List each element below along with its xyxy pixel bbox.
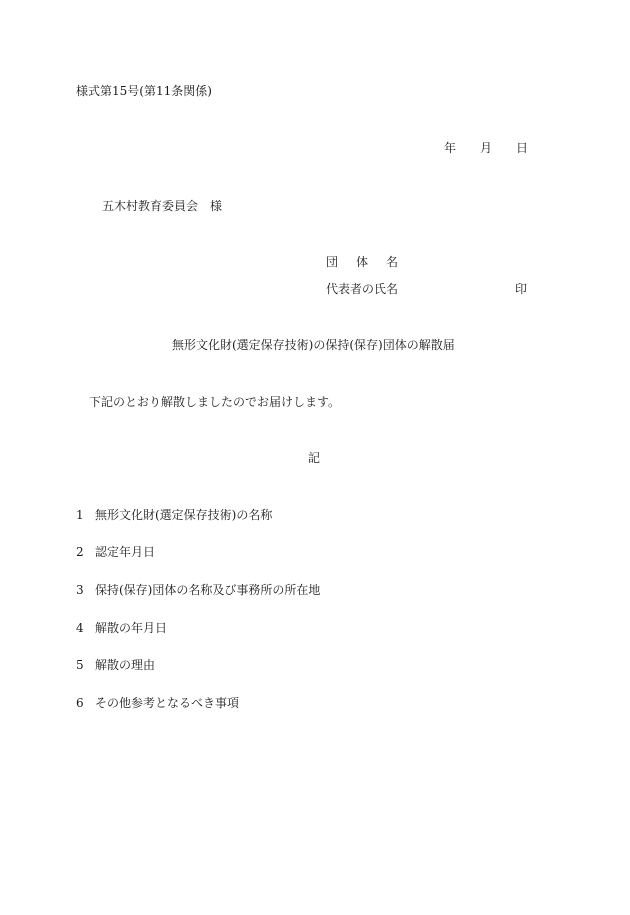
date-day-label: 日 (516, 141, 529, 155)
document-title: 無形文化財(選定保存技術)の保持(保存)団体の解散届 (172, 338, 455, 352)
list-item (76, 659, 155, 671)
item-text: 無形文化財(選定保存技術)の名称 (95, 508, 273, 522)
item-text: 保持(保存)団体の名称及び事務所の所在地 (95, 583, 321, 597)
intro-sentence: 下記のとおり解散しましたのでお届けします。 (89, 395, 341, 409)
item-text: その他参考となるべき事項 (95, 696, 240, 710)
org-label-char: 団 (326, 255, 339, 269)
list-item (76, 509, 272, 521)
list-item (76, 584, 320, 596)
ki-heading: 記 (308, 451, 321, 465)
item-text: 解散の年月日 (95, 621, 168, 635)
org-label-char: 体 (356, 255, 369, 269)
item-text: 認定年月日 (95, 545, 156, 559)
addressee: 五木村教育委員会 様 (102, 199, 223, 213)
item-number: 1 (76, 508, 84, 522)
date-year-label: 年 (444, 141, 457, 155)
list-item (76, 697, 239, 709)
org-label-char: 名 (386, 255, 399, 269)
item-number: 3 (76, 583, 84, 597)
item-number: 2 (76, 545, 84, 559)
form-number: 様式第15号(第11条関係) (76, 84, 212, 98)
item-number: 4 (76, 621, 84, 635)
item-text: 解散の理由 (95, 658, 156, 672)
organization-name-label (326, 256, 398, 268)
item-number: 6 (76, 696, 84, 710)
date-month-label: 月 (480, 141, 493, 155)
seal-mark: 印 (515, 282, 528, 296)
representative-name-label: 代表者の氏名 (326, 282, 399, 296)
item-number: 5 (76, 658, 84, 672)
list-item (76, 622, 167, 634)
list-item (76, 546, 155, 558)
